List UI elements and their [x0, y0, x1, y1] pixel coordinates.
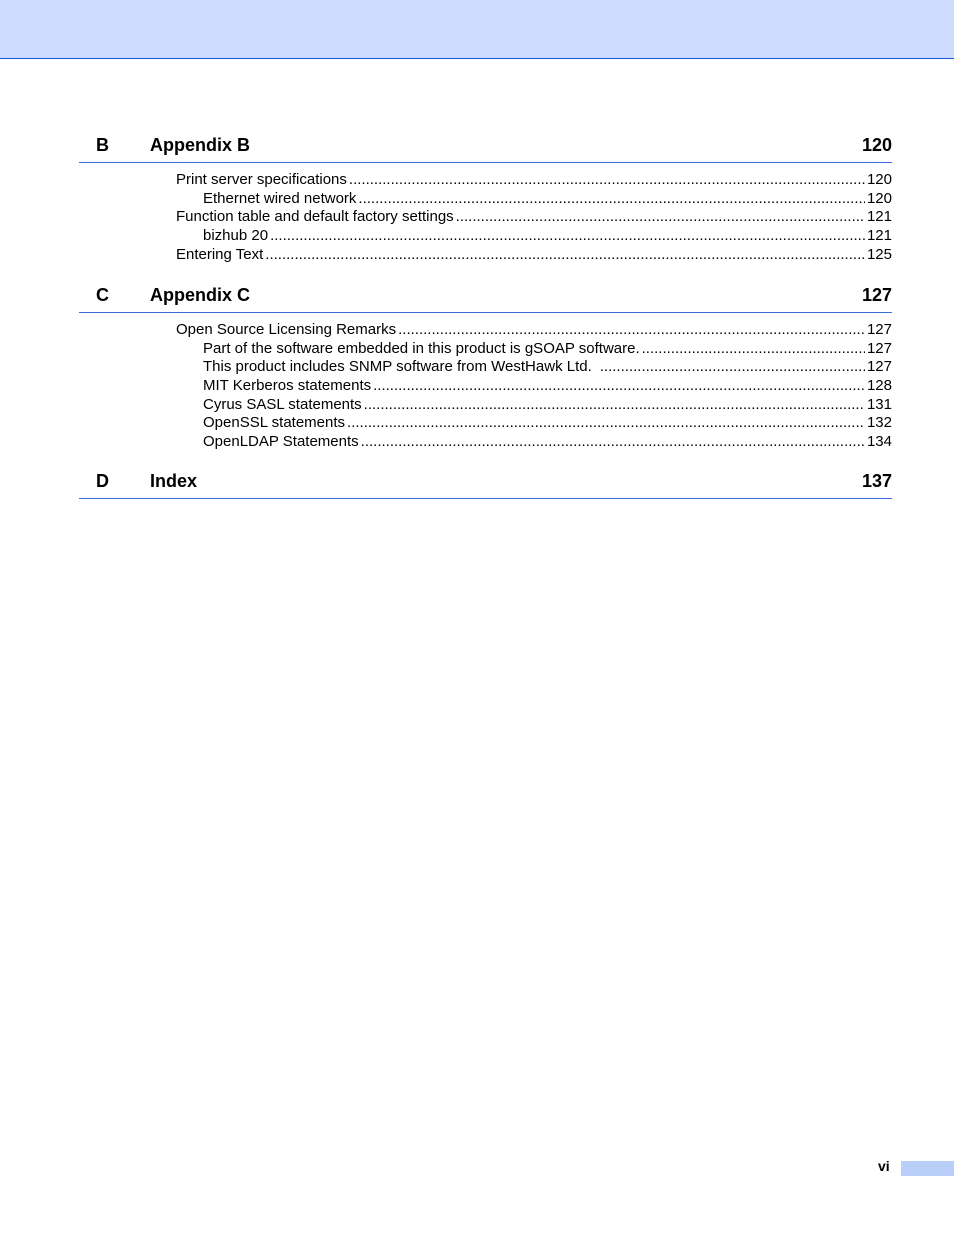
toc-entry[interactable]: [79, 340, 892, 359]
chapter-title[interactable]: Appendix C: [150, 285, 251, 305]
toc-entry[interactable]: [79, 190, 892, 209]
chapter-letter: D: [96, 471, 109, 491]
toc-entry-page: 121: [866, 227, 892, 245]
footer-page-number: vi: [878, 1158, 890, 1174]
toc-entry-page: 134: [866, 433, 892, 451]
toc-entry-label: OpenSSL statements: [203, 414, 346, 432]
toc-chapter-b: [79, 133, 892, 264]
toc-chapter-d: [79, 469, 892, 499]
toc-entry[interactable]: [79, 208, 892, 227]
dot-leader: [349, 171, 865, 190]
chapter-heading: [79, 283, 892, 313]
toc-entry[interactable]: [79, 171, 892, 190]
chapter-page-number: 120: [861, 135, 892, 155]
toc-entries: [79, 171, 892, 264]
toc-entry-page: 120: [866, 171, 892, 188]
dot-leader: [361, 433, 865, 452]
toc-entry[interactable]: [79, 414, 892, 433]
toc-entry-label: Open Source Licensing Remarks: [176, 321, 397, 338]
toc-chapter-c: [79, 283, 892, 452]
toc-entry[interactable]: [79, 358, 892, 377]
toc-entry-page: 132: [866, 414, 892, 432]
dot-leader: [358, 190, 865, 209]
toc-entry-label: Entering Text: [176, 245, 264, 263]
toc-entry[interactable]: [79, 396, 892, 415]
toc-entry[interactable]: [79, 246, 892, 265]
dot-leader: [364, 396, 865, 415]
toc-entry[interactable]: [79, 377, 892, 396]
toc-entry-page: 125: [866, 245, 892, 263]
toc-entry-page: 128: [866, 377, 892, 395]
toc-entry-page: 120: [866, 189, 892, 207]
dot-leader: [347, 414, 865, 433]
dot-leader: [456, 208, 865, 227]
dot-leader: [270, 227, 865, 246]
toc-entry-label: Function table and default factory settings: [176, 208, 454, 226]
toc-entries: [79, 321, 892, 452]
chapter-letter: B: [96, 135, 109, 155]
toc-entry-page: 127: [866, 358, 892, 376]
chapter-title[interactable]: Appendix B: [150, 135, 251, 155]
toc-entry-page: 127: [866, 321, 892, 338]
toc-entry-page: 121: [866, 208, 892, 226]
chapter-heading: [79, 469, 892, 499]
toc-entry-page: 127: [866, 339, 892, 357]
page-header-band: [0, 0, 954, 59]
toc-entry[interactable]: [79, 433, 892, 452]
chapter-letter: C: [96, 285, 109, 305]
toc-entry-label: OpenLDAP Statements: [203, 433, 359, 451]
toc-entry-label: Print server specifications: [176, 171, 347, 188]
chapter-heading: [79, 133, 892, 163]
toc-entry-page: 131: [866, 395, 892, 413]
toc-entry-label: bizhub 20: [203, 227, 269, 245]
toc-entry-label: Cyrus SASL statements: [203, 395, 362, 413]
chapter-title[interactable]: Index: [150, 471, 198, 491]
dot-leader: [642, 340, 865, 359]
dot-leader: [398, 321, 865, 340]
dot-leader: [600, 358, 865, 377]
dot-leader: [373, 377, 865, 396]
chapter-page-number: 137: [861, 471, 892, 491]
footer-tab: [901, 1161, 954, 1176]
toc-entry[interactable]: [79, 227, 892, 246]
chapter-page-number: 127: [861, 285, 892, 305]
toc-entry-label: Part of the software embedded in this product is gSOAP software.: [203, 339, 640, 357]
toc-entry[interactable]: [79, 321, 892, 340]
dot-leader: [265, 246, 865, 265]
toc-entry-label: MIT Kerberos statements: [203, 377, 372, 395]
toc-entry-label: This product includes SNMP software from WestHawk Ltd.: [203, 358, 592, 376]
toc-entry-label: Ethernet wired network: [203, 189, 357, 207]
